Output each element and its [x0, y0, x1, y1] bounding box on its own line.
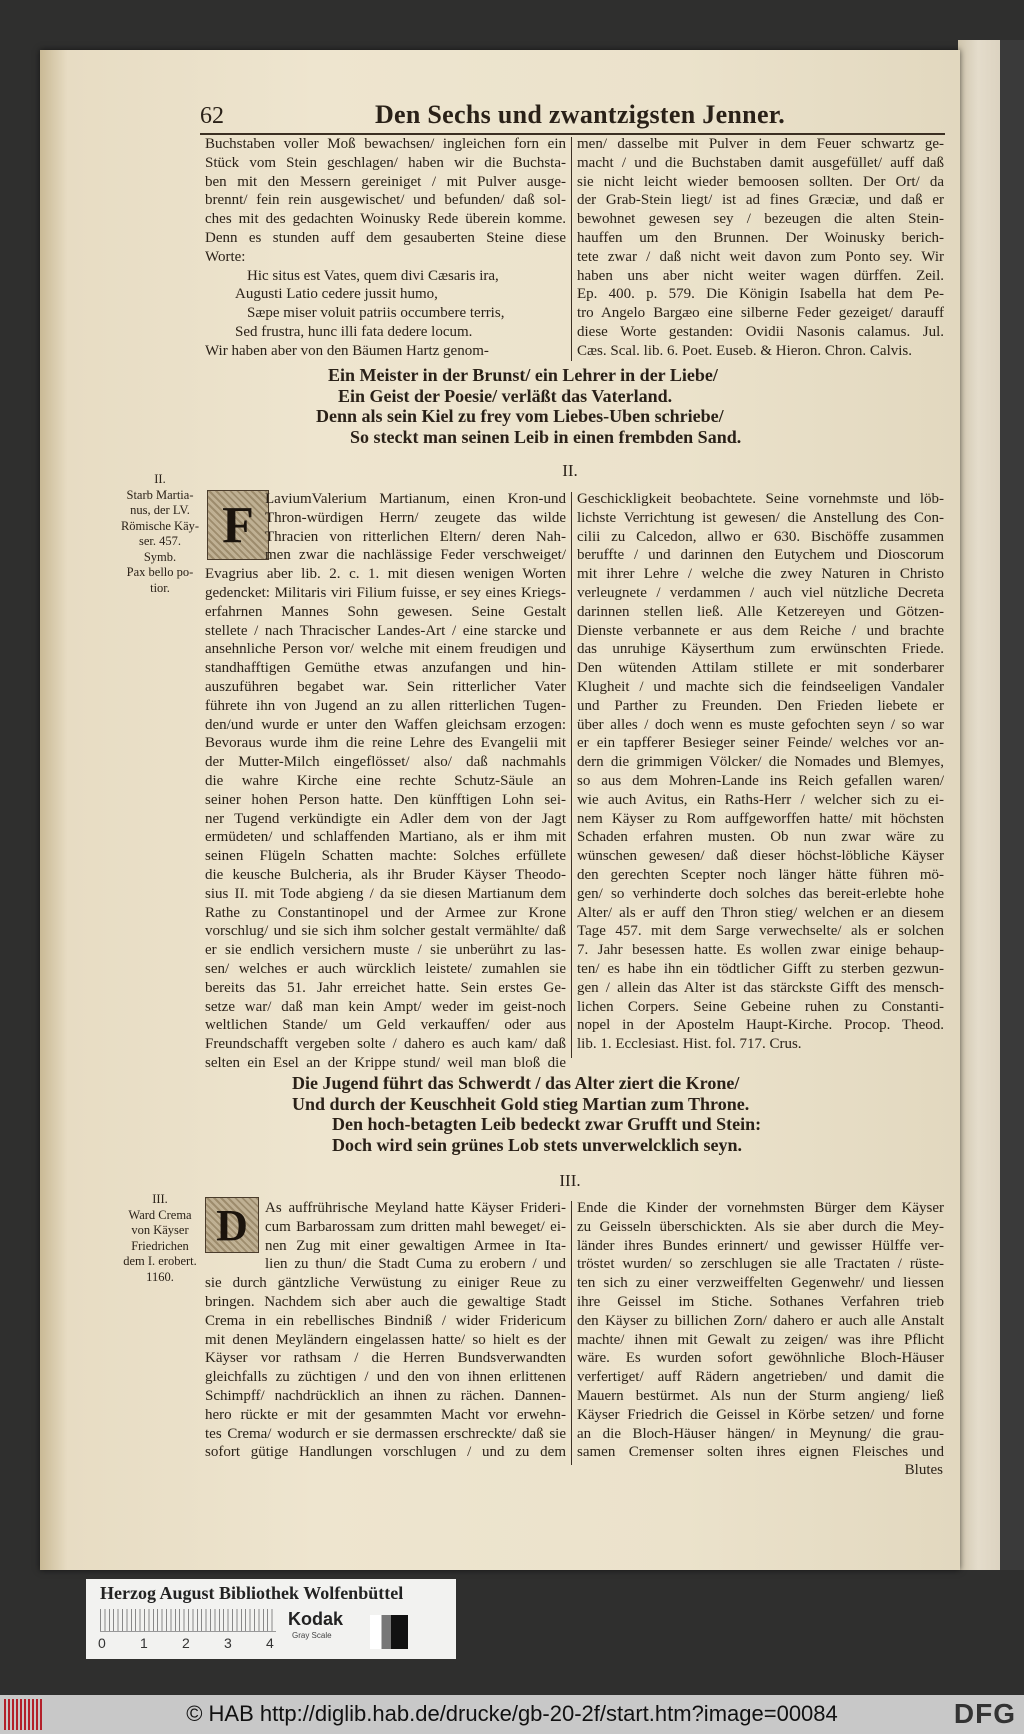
text-line: seiner hohen Person hatte. Den künfftigen Lohn sei- [205, 791, 566, 808]
text-line: lib. 1. Ecclesiast. Hist. fol. 717. Crus. [577, 1036, 802, 1053]
text-line: mit denen Meyländern eingelassen hatte/ so hielt es der [205, 1331, 566, 1348]
ruler-number: 1 [140, 1635, 148, 1651]
column-divider [571, 137, 572, 361]
text-line: ner Tugend verkündigte ein Adler dem von der Jagt [205, 810, 566, 827]
text-line: stellete / nach Thracischer Landes-Art / eine starcke und [205, 622, 566, 639]
text-line: As auffrührische Meyland hatte Käyser Frideri- [265, 1200, 566, 1216]
text-line: tes Crema/ wodurch er sie dermassen erschreckte/ daß sie [205, 1425, 566, 1442]
section2-margin-note [116, 472, 204, 596]
text-line: die wahre Kirche eine rechte Schutz-Säule an [205, 772, 566, 789]
margin-note-line: von Käyser [131, 1223, 189, 1237]
section2-left-column [205, 490, 566, 1073]
text-line: Alter/ als er auff den Thron stieg/ welchen er an diesem [577, 904, 944, 921]
text-line: sofort gütige Handlungen vorschlugen / und zu dem [205, 1444, 566, 1461]
ruler-number: 2 [182, 1635, 190, 1651]
text-line: ihre Geissel im Stiche. Sothanes Verfahren trieb [577, 1293, 944, 1310]
text-line: der Mutter-Milch eingeflösset/ also/ daß nachmahls [205, 754, 566, 771]
text-line: LaviumValerium Martianum, einen Kron-und [265, 491, 566, 507]
section3-left-column [205, 1199, 566, 1462]
text-line: das unruhige Käyserthum zum erwünschten Friede. [577, 641, 944, 658]
section1-left-column [205, 135, 566, 361]
text-line: cum Barbarossam zum dritten mahl beweget/ ei- [265, 1218, 566, 1235]
text-line: machte/ ihnen mit Gewalt zu zeigen/ was ihre Pflicht [577, 1331, 944, 1348]
text-line: Freundschafft vergeben solte / dahero es auch kam/ daß [205, 1036, 566, 1053]
poem-line: Den hoch-betagten Leib bedeckt zwar Grufft und Stein: [332, 1114, 762, 1135]
text-line: den/und wurde er unter den Waffen gleichsam erzogen: [205, 716, 566, 733]
column-divider [571, 492, 572, 1058]
poem-line: Die Jugend führt das Schwerdt / das Alter ziert die Krone/ [292, 1073, 740, 1093]
dfg-logo: DFG [953, 1698, 1016, 1729]
text-line: Evagrius aber lib. 2. c. 1. mit diesen wenigen Worten [205, 566, 566, 583]
margin-note-line: dem I. erobert. [123, 1254, 197, 1268]
section2-drop-cap: F [207, 490, 269, 560]
text-line: Tage 457. mit dem Sarge verwechselte/ als er solchen [577, 923, 944, 940]
text-line: zu Geisseln überschickten. Als sie aber durch die Mey- [577, 1218, 944, 1235]
text-line: Cæs. Scal. lib. 6. Poet. Euseb. & Hieron. Chron. Calvis. [577, 342, 912, 359]
poem-line: Ein Geist der Poesie/ verläßt das Vaterland. [338, 385, 673, 406]
section1-right-column [577, 135, 944, 361]
text-line: über alles / doch wenn es muste gefochten seyn / so war [577, 716, 944, 733]
text-line: und Parther zu Freunden. Den Frieden liebete er [577, 697, 944, 714]
text-line: Käyser Friedrich die Geissel in Körbe setzen/ und forne [577, 1406, 944, 1423]
page-number: 62 [200, 103, 224, 129]
margin-note-line: Symb. [143, 549, 177, 564]
poem-line: Denn als sein Kiel zu frey vom Liebes-Uben schriebe/ [316, 406, 724, 427]
text-line: Dienste verbannete er aus dem Reiche / und brachte [577, 622, 944, 639]
text-line: wünschen gewesen/ daß dieser höchst-löbliche Käyser [577, 848, 944, 865]
text-line: Ep. 400. p. 579. Die Königin Isabella hat dem Pe- [577, 286, 944, 303]
text-line: nopel in der Apostelm Haupt-Kirche. Procop. Theod. [577, 1017, 944, 1034]
text-line: Bevoraus wurde ihm die reine Lehre des Evangelii mit [205, 735, 566, 752]
section2-right-column [577, 490, 944, 1054]
text-line: hero rückte er mit der gesammten Macht vor erwehn- [205, 1406, 566, 1423]
text-line: macht / und die Buchstaben damit ausgefüllet/ auff daß [577, 154, 944, 171]
text-line: Crema in ein rebellisches Bindniß / wider Fridericum [205, 1312, 566, 1329]
margin-note-line: 1160. [146, 1269, 174, 1284]
text-line: ermüdeten/ und schlaffenden Martiano, als er ihm mit [205, 829, 566, 846]
margin-note-line: III. [152, 1192, 168, 1206]
ruler-number: 0 [98, 1635, 106, 1651]
column-divider [571, 1201, 572, 1465]
text-line: Thron-würdigen Herrn/ zeugete das wilde [265, 509, 566, 526]
text-line: wie auch Avitus, ein Raths-Herr / welcher sich zu ei- [577, 791, 944, 808]
text-line: Rathe zu Constantinopel und der Armee zur Krone [205, 904, 566, 921]
poem-line: Und durch der Keuschheit Gold stieg Martian zum Throne. [292, 1093, 750, 1114]
text-line: nen Zug mit einer gewaltigen Armee in Ita- [265, 1237, 566, 1254]
text-line: Sed frustra, hunc illi fata dedere locum. [235, 323, 473, 340]
text-line: Wir haben aber von den Bäumen Hartz genom- [205, 342, 489, 359]
section3-drop-cap: D [205, 1197, 259, 1253]
viewer-footer [0, 1695, 1024, 1734]
text-line: Geschickligkeit beobachtete. Seine vornehmste und löb- [577, 491, 944, 507]
margin-note-line: Römische Käy- [120, 518, 200, 533]
text-line: Sæpe miser voluit patriis occumbere terris, [247, 305, 505, 322]
institution-name: Herzog August Bibliothek Wolfenbüttel [100, 1583, 404, 1603]
text-line: nem Käyser zu Rom auffgeworffen hatte/ mit höchsten [577, 810, 944, 827]
text-line: Mauern bestürmet. Als nun der Sturm angieng/ ließ [577, 1387, 944, 1404]
text-line: seinen Flügeln Schatten machte: Solches erfüllete [205, 848, 566, 865]
margin-note-line: Ward Crema [128, 1207, 192, 1222]
poem-line: Doch wird sein grünes Lob stets unverwelcklich seyn. [332, 1134, 743, 1155]
text-line: vorschlug/ und sie sich ihm solcher gestalt vermählte/ daß [205, 923, 566, 940]
text-line: diese Worte gestanden: Ovidii Nasonis calamus. Jul. [577, 323, 944, 340]
text-line: dern die grimmigen Völcker/ die Nomades und Blemyes, [577, 754, 944, 771]
text-line: der Grab-Stein liegt/ ist ad fines Græciæ, und daß er [577, 192, 944, 209]
text-line: Schimpff/ nachdrücklich an ihnen zu rächen. Dannen- [205, 1387, 566, 1404]
text-line: Buchstaben voller Moß bewachsen/ ingleichen forn ein [205, 136, 566, 152]
text-line: sius II. mit Tode abgieng / da sie diesen Martianum dem [205, 885, 566, 902]
text-line: ten sich zu einer verzweiffelten Gegenwehr/ und liessen [577, 1275, 944, 1292]
book-gutter [1000, 40, 1024, 1570]
text-line: weltlichen Stande/ um Geld verkauffen/ oder aus [205, 1017, 566, 1034]
text-line: ben mit den Messern gereiniget / mit Pulver ausge- [205, 173, 566, 190]
text-line: tete zwar / daß nicht weit davon zum Ponto sey. Wir [577, 248, 944, 265]
text-line: selten ein Esel an der Krippe stund/ weil man bloß die [205, 1054, 566, 1071]
gray-scale-label: Gray Scale [292, 1631, 332, 1640]
poem-line: So steckt man seinen Leib in einen frembden Sand. [350, 426, 742, 447]
text-line: sen/ welches er auch würcklich leistete/ zumahlen sie [205, 960, 566, 977]
poem-line: Ein Meister in der Brunst/ ein Lehrer in der Liebe/ [328, 365, 718, 385]
text-line: beruffte / und darinnen den Eutychem und Dioscorum [577, 547, 944, 564]
text-line: Klugheit / und machte sich die feindseeligen Vandaler [577, 678, 944, 695]
margin-note-line: Pax bello po- [126, 565, 194, 579]
text-line: Ende die Kinder der vornehmsten Bürger dem Käyser [577, 1200, 944, 1216]
text-line: Käyser vor rathsam / die Herren Bundsverwandten [205, 1350, 566, 1367]
text-line: men/ dasselbe mit Pulver in dem Feuer schwartz ge- [577, 136, 944, 152]
text-line: gen / allein das Alter ist das stärckste Gifft des mensch- [577, 979, 944, 996]
catchword: Blutes [904, 1462, 943, 1478]
text-line: tro Angelo Bargæo eine silberne Feder gezeiget/ darauff [577, 305, 944, 322]
text-line: lichen Corpers. Seine Gebeine ruhen zu Constanti- [577, 998, 944, 1015]
text-line: setze war/ daß man kein Ampt/ weder im geist-noch [205, 998, 566, 1015]
ruler-number: 4 [266, 1635, 274, 1651]
text-line: so aus dem Mohren-Lande ins Reich gefallen waren/ [577, 772, 944, 789]
text-line: ches mit des gedachten Woinusky Rede überein komme. [205, 211, 566, 228]
text-line: Schaden erfahren musten. Ob nun zwar wäre zu [577, 829, 944, 846]
kodak-logo: Kodak [288, 1609, 344, 1629]
text-line: wäre. Es wurden sofort gewöhnliche Bloch-Häuser [577, 1350, 944, 1367]
text-line: samen Cremenser solten ihres eignen Fleisches und [577, 1444, 944, 1461]
scale-ruler [100, 1609, 276, 1632]
text-line: verleugnete / verdammen / auch viel nützliche Decreta [577, 584, 944, 601]
text-line: Denn es stunden auff dem gesauberten Steine diese [205, 229, 566, 246]
text-line: gleichfalls zu züchtigen / und den von ihnen erlittenen [205, 1369, 566, 1386]
margin-note-line: Starb Martia- [126, 487, 194, 502]
gray-scale-swatch [370, 1615, 408, 1649]
text-line: den Käyser zu billichen Zorn/ dahero er auch alle Anstalt [577, 1312, 944, 1329]
text-line: Den wütenden Attilam stillete er mit sonderbarer [577, 660, 944, 677]
text-line: ten/ es habe ihn ein tödtlicher Gifft zu sterben gezwun- [577, 960, 944, 977]
text-line: Worte: [205, 248, 246, 265]
section3-margin-note [116, 1192, 204, 1285]
color-calibration-card [86, 1579, 456, 1659]
text-line: bringen. Nachdem sich aber auch die gewaltige Stadt [205, 1293, 566, 1310]
running-title: Den Sechs und zwantzigsten Jenner. [374, 100, 786, 129]
text-line: die keusche Bulcheria, als ihr Bruder Käyser Theodo- [205, 866, 566, 883]
margin-note-line: II. [154, 472, 166, 486]
text-line: bereits das 51. Jahr erreichet hatte. Sein erstes Ge- [205, 979, 566, 996]
text-line: lichste Verrichtung ist gewesen/ die Anstellung des Con- [577, 509, 944, 526]
text-line: sie nicht leicht wieder bemoosen sollten. Der Ort/ da [577, 173, 944, 190]
text-line: cilii zu Calcedon, allwo er 630. Bischöffe zusammen [577, 528, 944, 545]
text-line: er sie endlich versichern muste / sie unberührt zu las- [205, 942, 566, 959]
text-line: standhafftigen Gemüthe etwas anzufangen und hin- [205, 660, 566, 677]
text-line: Augusti Latio cedere jussit humo, [235, 286, 438, 303]
text-line: Stück vom Stein geschlagen/ haben wir die Buchsta- [205, 154, 566, 171]
text-line: Hic situs est Vates, quem divi Cæsaris ira, [247, 267, 499, 284]
section1-poem [316, 365, 742, 447]
text-line: tröstet wurden/ so zerschlugen sie alle Tractaten / rüste- [577, 1256, 944, 1273]
text-line: länder ihres Bundes erinnert/ und gewisser Hülffe ver- [577, 1237, 944, 1254]
text-line: ansehnliche Person vor/ welche mit einem freudigen und [205, 641, 566, 658]
text-line: verfertiget/ auff Rädern angetrieben/ und damit die [577, 1369, 944, 1386]
text-line: auszuführen begabet war. Sein ritterlicher Vater [205, 678, 566, 695]
text-line: sie durch gäntzliche Verwüstung zu einiger Reue zu [205, 1275, 566, 1292]
text-line: 7. Jahr besessen hatte. Es wollen zwar einige behaup- [577, 942, 944, 959]
text-line: bewohnet gewesen sey / bezeugen die alten Stein- [577, 211, 944, 228]
text-line: lien zu thun/ die Stadt Cuma zu erobern / und [265, 1256, 566, 1273]
section2-poem [292, 1073, 761, 1155]
text-line: Thracien von ritterlichen Eltern/ deren Nah- [265, 528, 566, 545]
text-line: darinnen stellen ließ. Alle Ketzereyen und Götzen- [577, 603, 944, 620]
text-line: gedencket: Militaris viri Filium fuisse, er sey eines Kriegs- [205, 584, 566, 601]
section2-number: II. [562, 461, 578, 480]
text-line: brennt/ fein rein ausgewischet/ und befunden/ daß sol- [205, 192, 566, 209]
ruler-number: 3 [224, 1635, 232, 1651]
text-line: an die Bloch-Häuser hängen/ in Meynung/ die grau- [577, 1425, 944, 1442]
section3-right-column [577, 1199, 944, 1462]
margin-note-line: tior. [150, 580, 170, 595]
text-line: er ein tapfferer Besieger seiner Feinde/ welches vor an- [577, 735, 944, 752]
text-line: hauffen um den Brunnen. Der Woinusky berich- [577, 229, 944, 246]
text-line: erfahrnen Mannes Sohn gewesen. Seine Gestalt [205, 603, 566, 620]
section3-number: III. [559, 1171, 581, 1190]
text-line: mit ihrer Lehre / welche die zwey Naturen in Christo [577, 566, 944, 583]
margin-note-line: ser. 457. [138, 534, 181, 548]
text-line: men zwar die nachlässige Feder verschweiget/ [265, 547, 566, 564]
text-line: gen/ so verhinderte doch solches das bereit-erlebte hohe [577, 885, 944, 902]
text-line: den gerechten Scepter noch länger hätte führen mö- [577, 866, 944, 883]
copyright-link[interactable]: © HAB http://diglib.hab.de/drucke/gb-20-2f/start.htm?image=00084 [186, 1701, 838, 1726]
margin-note-line: Friedrichen [131, 1238, 189, 1253]
text-line: haben uns aber nicht weiter wagen dürffen. Zeil. [577, 267, 944, 284]
text-line: führete ihn von Jugend an zu allen ritterlichen Tugen- [205, 697, 566, 714]
margin-note-line: nus, der LV. [130, 503, 190, 517]
